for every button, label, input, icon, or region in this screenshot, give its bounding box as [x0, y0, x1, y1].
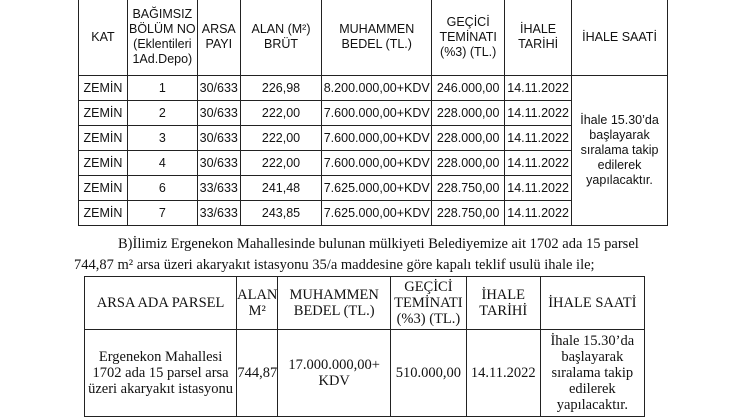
cell-bedel: 17.000.000,00+ KDV — [278, 330, 391, 417]
header-gecici-teminat: GEÇİCİ TEMİNATI (%3) (TL.) — [432, 0, 505, 76]
cell-tarih: 14.11.2022 — [505, 76, 572, 101]
header-ihale-saati: İHALE SAATİ — [540, 277, 644, 330]
cell-arsa-payi: 33/633 — [197, 201, 240, 226]
cell-tarih: 14.11.2022 — [505, 101, 572, 126]
cell-kat: ZEMİN — [79, 126, 128, 151]
cell-tarih: 14.11.2022 — [505, 201, 572, 226]
cell-alan: 226,98 — [240, 76, 322, 101]
cell-alan: 222,00 — [240, 151, 322, 176]
units-auction-table — [78, 0, 668, 226]
cell-alan: 744,87 — [237, 330, 278, 417]
cell-alan: 241,48 — [240, 176, 322, 201]
cell-bolum-no: 7 — [127, 201, 197, 226]
cell-kat: ZEMİN — [79, 201, 128, 226]
table-row — [79, 76, 668, 101]
cell-alan: 222,00 — [240, 101, 322, 126]
cell-arsa-payi: 30/633 — [197, 151, 240, 176]
cell-bedel: 7.625.000,00+KDV — [322, 201, 432, 226]
cell-teminat: 228.750,00 — [432, 176, 505, 201]
cell-kat: ZEMİN — [79, 176, 128, 201]
header-muhammen-bedel: MUHAMMEN BEDEL (TL.) — [278, 277, 391, 330]
cell-saat: İhale 15.30’da başlayarak sıralama takip edilerek yapılacaktır. — [540, 330, 644, 417]
table-header-row — [85, 277, 645, 330]
header-bolum-no: BAĞIMSIZ BÖLÜM NO (Eklentileri 1Ad.Depo) — [127, 0, 197, 76]
header-ihale-saati: İHALE SAATİ — [572, 0, 668, 76]
land-auction-table — [84, 276, 645, 417]
cell-teminat: 228.750,00 — [432, 201, 505, 226]
cell-arsa-payi: 30/633 — [197, 101, 240, 126]
cell-bedel: 7.600.000,00+KDV — [322, 151, 432, 176]
cell-alan: 243,85 — [240, 201, 322, 226]
cell-arsa: Ergenekon Mahallesi 1702 ada 15 parsel arsa üzeri akaryakıt istasyonu — [85, 330, 237, 417]
cell-kat: ZEMİN — [79, 101, 128, 126]
cell-saat: İhale 15.30’da başlayarak sıralama takip edilerek yapılacaktır. — [572, 76, 668, 226]
cell-arsa-payi: 30/633 — [197, 76, 240, 101]
table-row — [85, 330, 645, 417]
cell-bolum-no: 6 — [127, 176, 197, 201]
paragraph-line-2: 744,87 m² arsa üzeri akaryakıt istasyonu 35/a maddesine göre kapalı teklif usulü ihale ile; — [74, 257, 595, 273]
header-kat: KAT — [79, 0, 128, 76]
header-ihale-tarihi: İHALE TARİHİ — [505, 0, 572, 76]
cell-tarih: 14.11.2022 — [505, 126, 572, 151]
cell-kat: ZEMİN — [79, 76, 128, 101]
header-arsa-payi: ARSA PAYI — [197, 0, 240, 76]
cell-teminat: 228.000,00 — [432, 126, 505, 151]
cell-bolum-no: 1 — [127, 76, 197, 101]
cell-teminat: 246.000,00 — [432, 76, 505, 101]
header-alan: ALAN M² — [237, 277, 278, 330]
cell-teminat: 510.000,00 — [390, 330, 466, 417]
header-ihale-tarihi: İHALE TARİHİ — [466, 277, 540, 330]
header-muhammen-bedel: MUHAMMEN BEDEL (TL.) — [322, 0, 432, 76]
cell-bedel: 7.600.000,00+KDV — [322, 126, 432, 151]
cell-bedel: 7.600.000,00+KDV — [322, 101, 432, 126]
cell-alan: 222,00 — [240, 126, 322, 151]
header-alan: ALAN (M²) BRÜT — [240, 0, 322, 76]
cell-bolum-no: 2 — [127, 101, 197, 126]
cell-teminat: 228.000,00 — [432, 101, 505, 126]
header-gecici-teminat: GEÇİCİ TEMİNATI (%3) (TL.) — [390, 277, 466, 330]
cell-tarih: 14.11.2022 — [466, 330, 540, 417]
header-arsa-ada-parsel: ARSA ADA PARSEL — [85, 277, 237, 330]
cell-bedel: 7.625.000,00+KDV — [322, 176, 432, 201]
cell-teminat: 228.000,00 — [432, 151, 505, 176]
paragraph-line-1: B)İlimiz Ergenekon Mahallesinde bulunan mülkiyeti Belediyemize ait 1702 ada 15 parsel — [118, 236, 639, 252]
cell-kat: ZEMİN — [79, 151, 128, 176]
cell-arsa-payi: 33/633 — [197, 176, 240, 201]
cell-bedel: 8.200.000,00+KDV — [322, 76, 432, 101]
cell-bolum-no: 3 — [127, 126, 197, 151]
table-header-row — [79, 0, 668, 76]
cell-bolum-no: 4 — [127, 151, 197, 176]
cell-arsa-payi: 30/633 — [197, 126, 240, 151]
cell-tarih: 14.11.2022 — [505, 176, 572, 201]
cell-tarih: 14.11.2022 — [505, 151, 572, 176]
